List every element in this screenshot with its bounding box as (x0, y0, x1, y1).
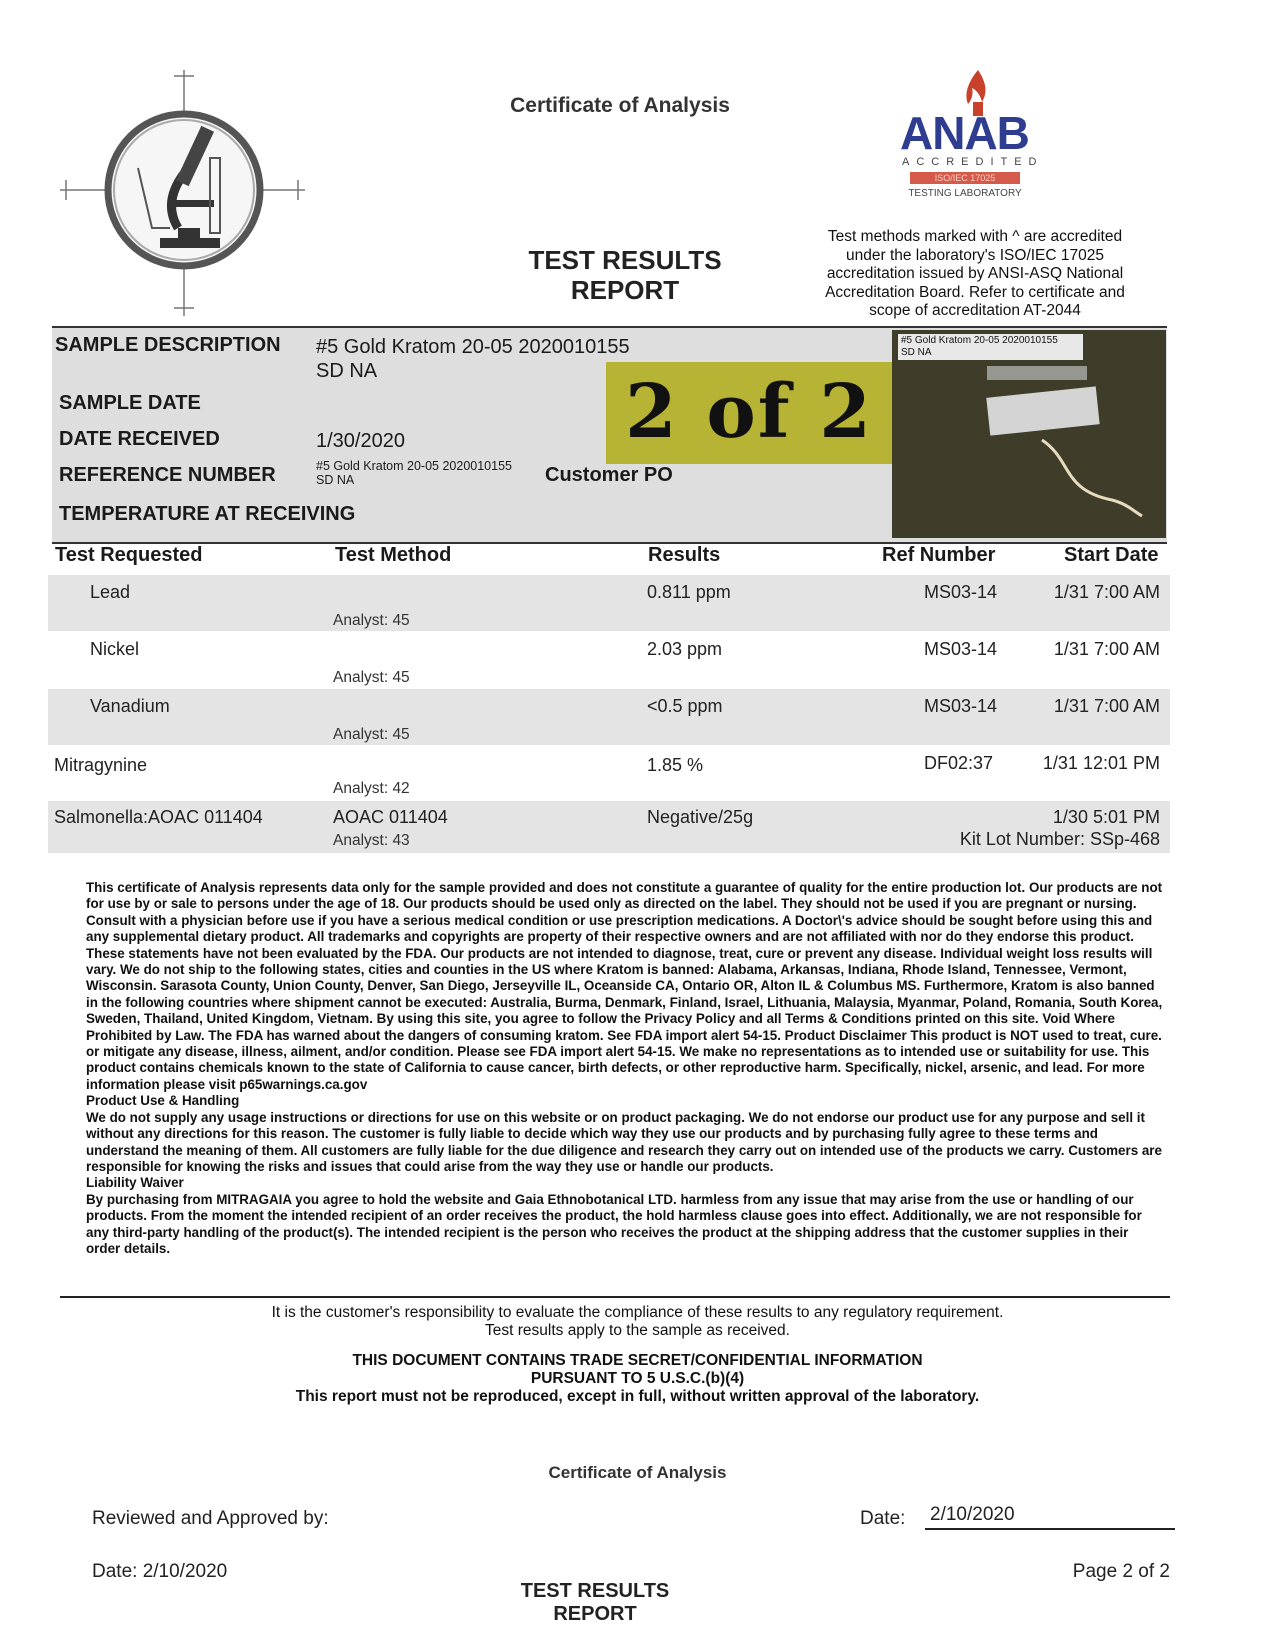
report-title (500, 245, 750, 305)
report-title-line1: TEST RESULTS (528, 245, 722, 275)
liability-text: By purchasing from MITRAGAIA you agree to hold the website and Gaia Ethnobotanical LTD. harmless from any issue that may arise from the use or handling of our products. From the moment the intended recipient of an order receives the product, the hold harmless clause goes into effect. Additionally, we are not responsible for any third-party handling of the product(s). The intended recipient is the person who receives the product at the shipping address that the customer supplies in their order details. (86, 1191, 1142, 1256)
start-date: 1/31 7:00 AM (1053, 639, 1160, 659)
header-ref-number: Ref Number (882, 544, 996, 566)
compliance-line1: It is the customer's responsibility to evaluate the compliance of these results to any regulatory requirement. (271, 1304, 1004, 1321)
report-title-bottom-line1: TEST RESULTS (520, 1580, 670, 1602)
photo-tag (987, 366, 1087, 380)
reviewed-label: Reviewed and Approved by: (92, 1508, 329, 1529)
anab-lab: TESTING LABORATORY (908, 188, 1022, 199)
date-label: Date: (860, 1508, 906, 1529)
start-date: 1/31 7:00 AM (1053, 582, 1160, 602)
certificate-title-bottom: Certificate of Analysis (548, 1463, 727, 1482)
reference-number-line2: SD NA (316, 473, 355, 487)
photo-paper (986, 386, 1099, 435)
disclaimer-main: This certificate of Analysis represents data only for the sample provided and does not constitute a guarantee of quality for the entire production lot. Our products are not for use by or sale to persons under the age of 18. Our products should be used only as directed on the label. They should not be used if you are pregnant or nursing. Consult with a physician before use if you have a serious medical condition or use prescription medications. A Doctor\'s advice should be sought before using this and any supplemental dietary product. All trademarks and copyrights are property of their respective owners and are not affiliated with nor do they endorse this product. These statements have not been evaluated by the FDA. Our products are not intended to diagnose, treat, cure or prevent any disease. Individual weight loss results will vary. We do not ship to the following states, cities and counties in the US where Kratom is banned: Alabama, Arkansas, Indiana, Rhode Island, Tennessee, Vermont, Wisconsin. Sarasota County, Union County, Denver, San Diego, Jerseyville IL, Oceanside CA, Ontario OR, Alton IL & Columbus MS. Furthermore, Kratom is also banned in the following countries where shipment cannot be executed: Australia, Burma, Denmark, Finland, Israel, Lithuania, Malaysia, Myanmar, Poland, Romania, South Korea, Sweden, Thailand, United Kingdom, Vietnam. By using this site, you agree to follow the Privacy Policy and all Terms & Conditions printed on this site. Void Where Prohibited by Law. The FDA has warned about the dangers of consuming kratom. See FDA import alert 54-15. Product Disclaimer This product is NOT used to treat, cure. or mitigate any disease, illness, ailment, and/or condition. Please see FDA import alert 54-15. We make no representations as to intended use or suitability for use. This product contains chemicals known to the state of California to cause cancer, birth defects, or other reproductive harm. Specifically, nickel, arsenic, and lead. For more information please visit p65warnings.ca.gov (86, 880, 1163, 1092)
header-start-date: Start Date (1064, 544, 1159, 566)
test-name: Mitragynine (54, 755, 148, 775)
ref-number: MS03-14 (924, 582, 998, 602)
table-row (48, 575, 1170, 631)
microscope-icon (60, 68, 305, 318)
result: 0.811 ppm (647, 582, 731, 602)
anab-word: ANAB (900, 107, 1029, 159)
reference-number-line1: #5 Gold Kratom 20-05 2020010155 (316, 459, 512, 473)
result: Negative/25g (647, 807, 754, 827)
test-name: Nickel (90, 639, 140, 659)
temperature-label: TEMPERATURE AT RECEIVING (59, 503, 356, 525)
photo-label-line1: #5 Gold Kratom 20-05 2020010155 (901, 335, 1058, 346)
anab-iso-band: ISO/IEC 17025 (910, 172, 1020, 184)
product-use-text: We do not supply any usage instructions or directions for use on this website or on product packaging. We do not endorse our product use for any purpose and sell it without any directions for this reason. The customer is fully liable to decide which way they use our products and by purchasing fully agree to these terms and understand the meaning of them. All customers are fully liable for the due diligence and research they carry out on intended use of the products we carry. Customers are responsible for knowing the risks and issues that could arise from the way they use or handle our products. (86, 1109, 1162, 1174)
divider (60, 1296, 1170, 1298)
compliance-line2: Test results apply to the sample as received. (485, 1322, 790, 1339)
test-method: AOAC 011404 (333, 807, 448, 827)
confidential-line3: This report must not be reproduced, except in full, without written approval of the laboratory. (295, 1388, 980, 1405)
signature-line (925, 1528, 1175, 1530)
header-test-requested: Test Requested (55, 544, 203, 566)
report-title-bottom (470, 1580, 720, 1626)
kit-lot-number: Kit Lot Number: SSp-468 (959, 829, 1160, 849)
confidential-line1: THIS DOCUMENT CONTAINS TRADE SECRET/CONFIDENTIAL INFORMATION (352, 1352, 923, 1369)
header-test-method: Test Method (335, 544, 452, 566)
customer-po-label: Customer PO (545, 464, 673, 486)
ref-number: MS03-14 (924, 639, 998, 659)
analyst: Analyst: 43 (333, 832, 410, 849)
photo-string (1032, 430, 1152, 520)
sample-photo (892, 330, 1166, 538)
result: 2.03 ppm (647, 639, 723, 659)
disclaimer (86, 880, 1166, 1257)
report-title-line2: REPORT (570, 275, 680, 305)
analyst: Analyst: 45 (333, 612, 410, 629)
test-name: Salmonella:AOAC 011404 (54, 807, 263, 827)
date-received-label: DATE RECEIVED (59, 428, 220, 450)
liability-heading: Liability Waiver (86, 1175, 184, 1191)
photo-label (898, 334, 1083, 360)
certificate-title: Certificate of Analysis (510, 94, 730, 117)
ref-number: MS03-14 (924, 696, 998, 716)
page-stamp-text: 2 of 2 (625, 369, 873, 455)
test-name: Vanadium (90, 696, 170, 716)
accreditation-note: Test methods marked with ^ are accredited under the laboratory's ISO/IEC 17025 accreditation issued by ANSI-ASQ National Accreditation Board. Refer to certificate and scope of accreditation AT-2044 (825, 228, 1125, 319)
ref-number: DF02:37 (924, 753, 994, 773)
date-bottom: Date: 2/10/2020 (92, 1561, 228, 1582)
start-date: 1/31 7:00 AM (1053, 696, 1160, 716)
header-results: Results (648, 544, 721, 566)
date-value: 2/10/2020 (930, 1504, 1015, 1525)
reference-number-label: REFERENCE NUMBER (59, 464, 276, 486)
analyst: Analyst: 42 (333, 780, 410, 797)
table-row (48, 689, 1170, 745)
analyst: Analyst: 45 (333, 669, 410, 686)
result: 1.85 % (647, 755, 704, 775)
start-date: 1/30 5:01 PM (1052, 807, 1160, 827)
start-date: 1/31 12:01 PM (1042, 753, 1160, 773)
test-name: Lead (90, 582, 131, 602)
photo-label-line2: SD NA (901, 347, 932, 358)
sample-date-label: SAMPLE DATE (59, 392, 201, 414)
anab-accredited: ACCREDITED (902, 156, 1044, 168)
sample-description-line1: #5 Gold Kratom 20-05 2020010155 (316, 336, 630, 358)
report-title-bottom-line2: REPORT (553, 1603, 637, 1625)
confidential-line2: PURSUANT TO 5 U.S.C.(b)(4) (530, 1370, 745, 1387)
anab-logo (880, 68, 1090, 208)
sample-description-label: SAMPLE DESCRIPTION (55, 334, 281, 356)
page-number: Page 2 of 2 (1072, 1561, 1170, 1582)
sample-description-line2: SD NA (316, 360, 378, 382)
analyst: Analyst: 45 (333, 726, 410, 743)
date-received-value: 1/30/2020 (316, 430, 405, 452)
result: <0.5 ppm (647, 696, 723, 716)
product-use-heading: Product Use & Handling (86, 1093, 240, 1109)
